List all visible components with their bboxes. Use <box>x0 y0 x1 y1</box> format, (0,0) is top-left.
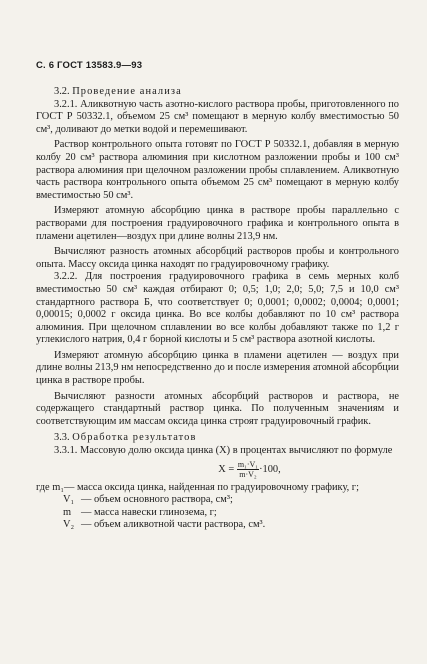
definition-symbol: V₂ <box>63 519 75 531</box>
section-3-3-heading <box>36 432 399 445</box>
body-text <box>36 86 399 458</box>
paragraph-measure-2: Измеряют атомную абсорбцию цинка в пламени ацетилен — воздух при длине волны 213,9 нм непосредственно до и после измерения атомной абсорбции цинка в растворе пробы. <box>36 349 399 387</box>
paragraph-3-2-2: 3.2.2. Для построения градуировочного графика в семь мерных колб вместимостью 50 см³ каждая отбирают 0; 0,5; 1,0; 2,0; 5,0; 7,5 и 10,0 см³ стандартного раствора Б, что соответствует 0; 0,0001; 0,0002; 0,0004; 0,0001; 0,00015; 0,0002 г оксида цинка. Во все колбы добавляют по 10 см³ раствора алюминия. При щелочном сплавлении во все колбы добавляют также по 1,2 г углекислого натрия, 0,4 г борной кислоты и 5 см³ раствора азотной кислоты. <box>36 271 399 346</box>
formula <box>100 460 399 479</box>
formula-fraction <box>237 460 259 479</box>
definition-text: — масса оксида цинка, найденная по градуировочному графику, г; <box>63 481 359 493</box>
page-header: С. 6 ГОСТ 13583.9—93 <box>36 60 143 71</box>
section-3-2-heading <box>36 86 399 99</box>
formula-tail: ·100, <box>259 463 281 475</box>
paragraph-difference: Вычисляют разность атомных абсорбций растворов пробы и контрольного опыта. Массу оксида цинка находят по градуировочному графику. <box>36 246 399 270</box>
definition-symbol: V₁ <box>63 494 75 506</box>
definition-symbol: m₁ <box>52 481 64 493</box>
section-title: Обработка результатов <box>72 432 197 444</box>
paragraph-3-3-1: 3.3.1. Массовую долю оксида цинка (X) в процентах вычисляют по формуле <box>54 445 393 457</box>
definition-text: — объем основного раствора, см³; <box>81 494 233 506</box>
definition-symbol: m <box>63 506 72 518</box>
definition-text: — объем аликвотной части раствора, см³. <box>81 519 266 531</box>
definition-row <box>36 482 399 495</box>
definition-row <box>36 519 399 532</box>
paragraph-3-2-1: 3.2.1. Аликвотную часть азотно-кислого раствора пробы, приготовленного по ГОСТ Р 50332.1, объемом 25 см³ помещают в мерную колбу вместимостью 50 см³, доливают до метки водой и перемешивают. <box>36 98 399 135</box>
paragraph-control: Раствор контрольного опыта готовят по ГОСТ Р 50332.1, добавляя в мерную колбу 20 см³ раствора алюминия при кислотном разложении пробы и 100 см³ раствора алюминия при щелочном разложении пробы сплавлением. Аликвотную часть раствора контрольного опыта объемом 25 см³ помещают в мерную колбу вместимостью 50 см³. <box>36 139 399 201</box>
section-number: 3.2. <box>54 86 70 97</box>
definition-text: — масса навески глинозема, г; <box>81 506 217 518</box>
section-title: Проведение анализа <box>72 86 182 97</box>
section-number: 3.3. <box>54 432 70 444</box>
paragraph-measure: Измеряют атомную абсорбцию цинка в растворе пробы параллельно с растворами для построения градуировочного графика и контрольного опыта в пламени ацетилен—воздух при длине волны 213,9 нм. <box>36 205 399 242</box>
definitions-intro-text: где <box>36 481 50 493</box>
formula-lhs: X = <box>218 463 235 475</box>
definitions-intro <box>36 482 64 495</box>
formula-denominator: m·V₂ <box>239 469 257 479</box>
definition-row <box>36 507 399 520</box>
definitions <box>36 482 399 532</box>
definition-row <box>36 494 399 507</box>
paragraph-graph: Вычисляют разности атомных абсорбций растворов и раствора, не содержащего стандартный раствор цинка. По полученным значениям и соответствующим им массам оксида цинка строят градуировочный график. <box>36 390 399 427</box>
formula-numerator: m₁·V₁ <box>237 459 259 469</box>
